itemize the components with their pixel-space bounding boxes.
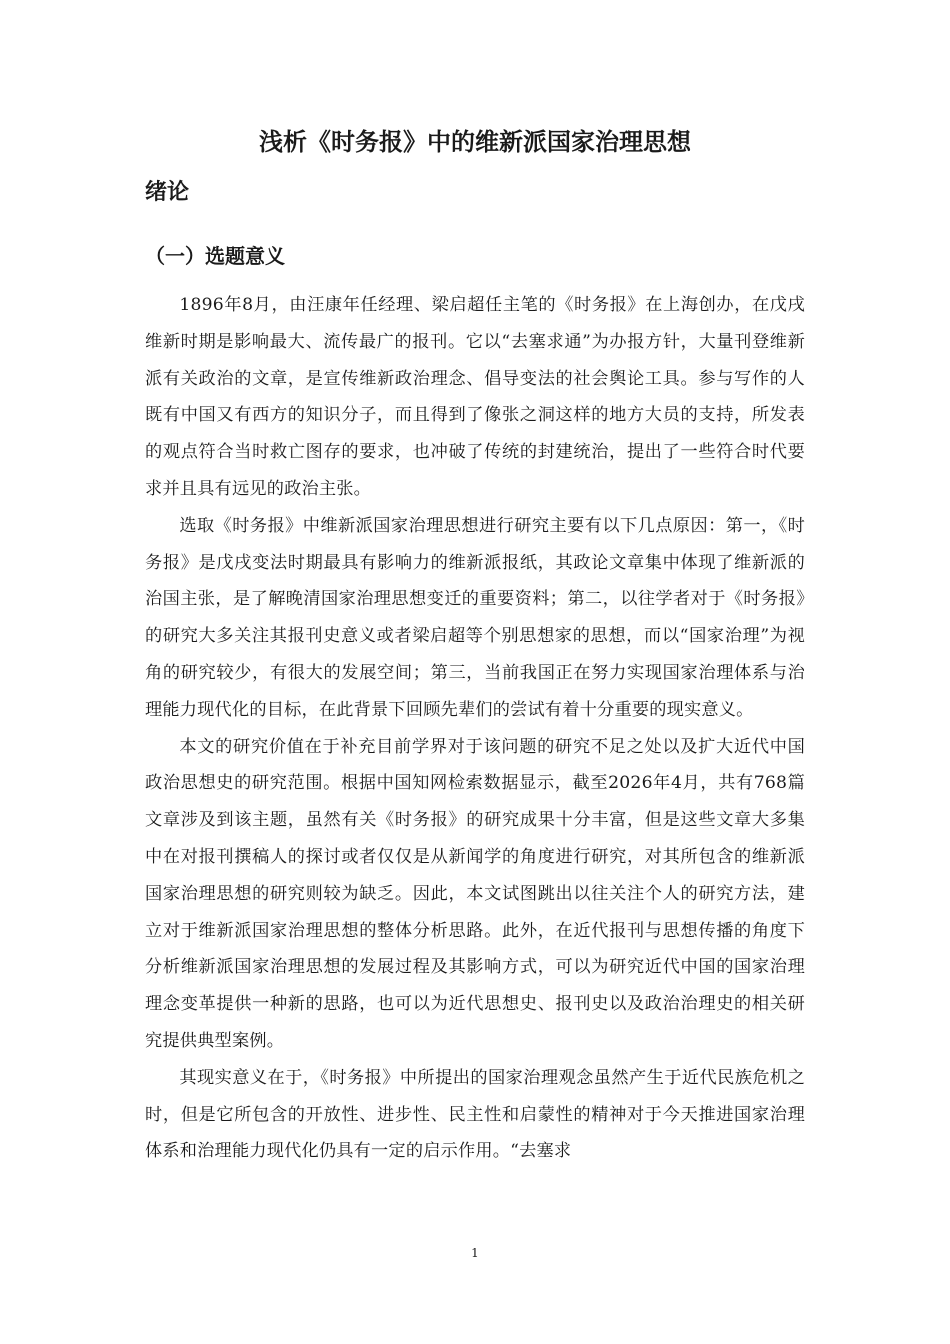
paragraph-2: 选取《时务报》中维新派国家治理思想进行研究主要有以下几点原因：第一，《时务报》是戊戌变法时期最具有影响力的维新派报纸，其政论文章集中体现了维新派的治国主张，是了解晚清国家治理思想变迁的重要资料；第二，以往学者对于《时务报》的研究大多关注其报刊史意义或者梁启超等个别思想家的思想，而以“国家治理”为视角的研究较少，有很大的发展空间；第三，当前我国正在努力实现国家治理体系与治理能力现代化的目标，在此背景下回顾先辈们的尝试有着十分重要的现实意义。 — [145, 515, 805, 720]
page-number: 1 — [471, 1246, 479, 1260]
chapter-heading: 绪论 — [145, 180, 190, 205]
paragraph-3: 本文的研究价值在于补充目前学界对于该问题的研究不足之处以及扩大近代中国政治思想史的研究范围。根据中国知网检索数据显示，截至2026年4月，共有768篇文章涉及到该主题，虽然有关《时务报》的研究成果十分丰富，但是这些文章大多集中在对报刊撰稿人的探讨或者仅仅是从新闻学的角度进行研究，对其所包含的维新派国家治理思想的研究则较为缺乏。因此，本文试图跳出以往关注个人的研究方法，建立对于维新派国家治理思想的整体分析思路。此外，在近代报刊与思想传播的角度下分析维新派国家治理思想的发展过程及其影响方式，可以为研究近代中国的国家治理理念变革提供一种新的思路，也可以为近代思想史、报刊史以及政治治理史的相关研究提供典型案例。 — [145, 736, 805, 1051]
paragraph-1: 1896年8月，由汪康年任经理、梁启超任主笔的《时务报》在上海创办，在戊戌维新时期是影响最大、流传最广的报刊。它以“去塞求通”为办报方针，大量刊登维新派有关政治的文章，是宣传维新政治理念、倡导变法的社会舆论工具。参与写作的人既有中国又有西方的知识分子，而且得到了像张之洞这样的地方大员的支持，所发表的观点符合当时救亡图存的要求，也冲破了传统的封建统治，提出了一些符合时代要求并且具有远见的政治主张。 — [145, 295, 805, 499]
body-text — [145, 287, 805, 1170]
section-heading: （一）选题意义 — [145, 244, 285, 268]
paragraph-4: 其现实意义在于，《时务报》中所提出的国家治理观念虽然产生于近代民族危机之时，但是它所包含的开放性、进步性、民主性和启蒙性的精神对于今天推进国家治理体系和治理能力现代化仍具有一定的启示作用。“去塞求 — [145, 1067, 805, 1162]
document-title: 浅析《时务报》中的维新派国家治理思想 — [259, 128, 691, 156]
